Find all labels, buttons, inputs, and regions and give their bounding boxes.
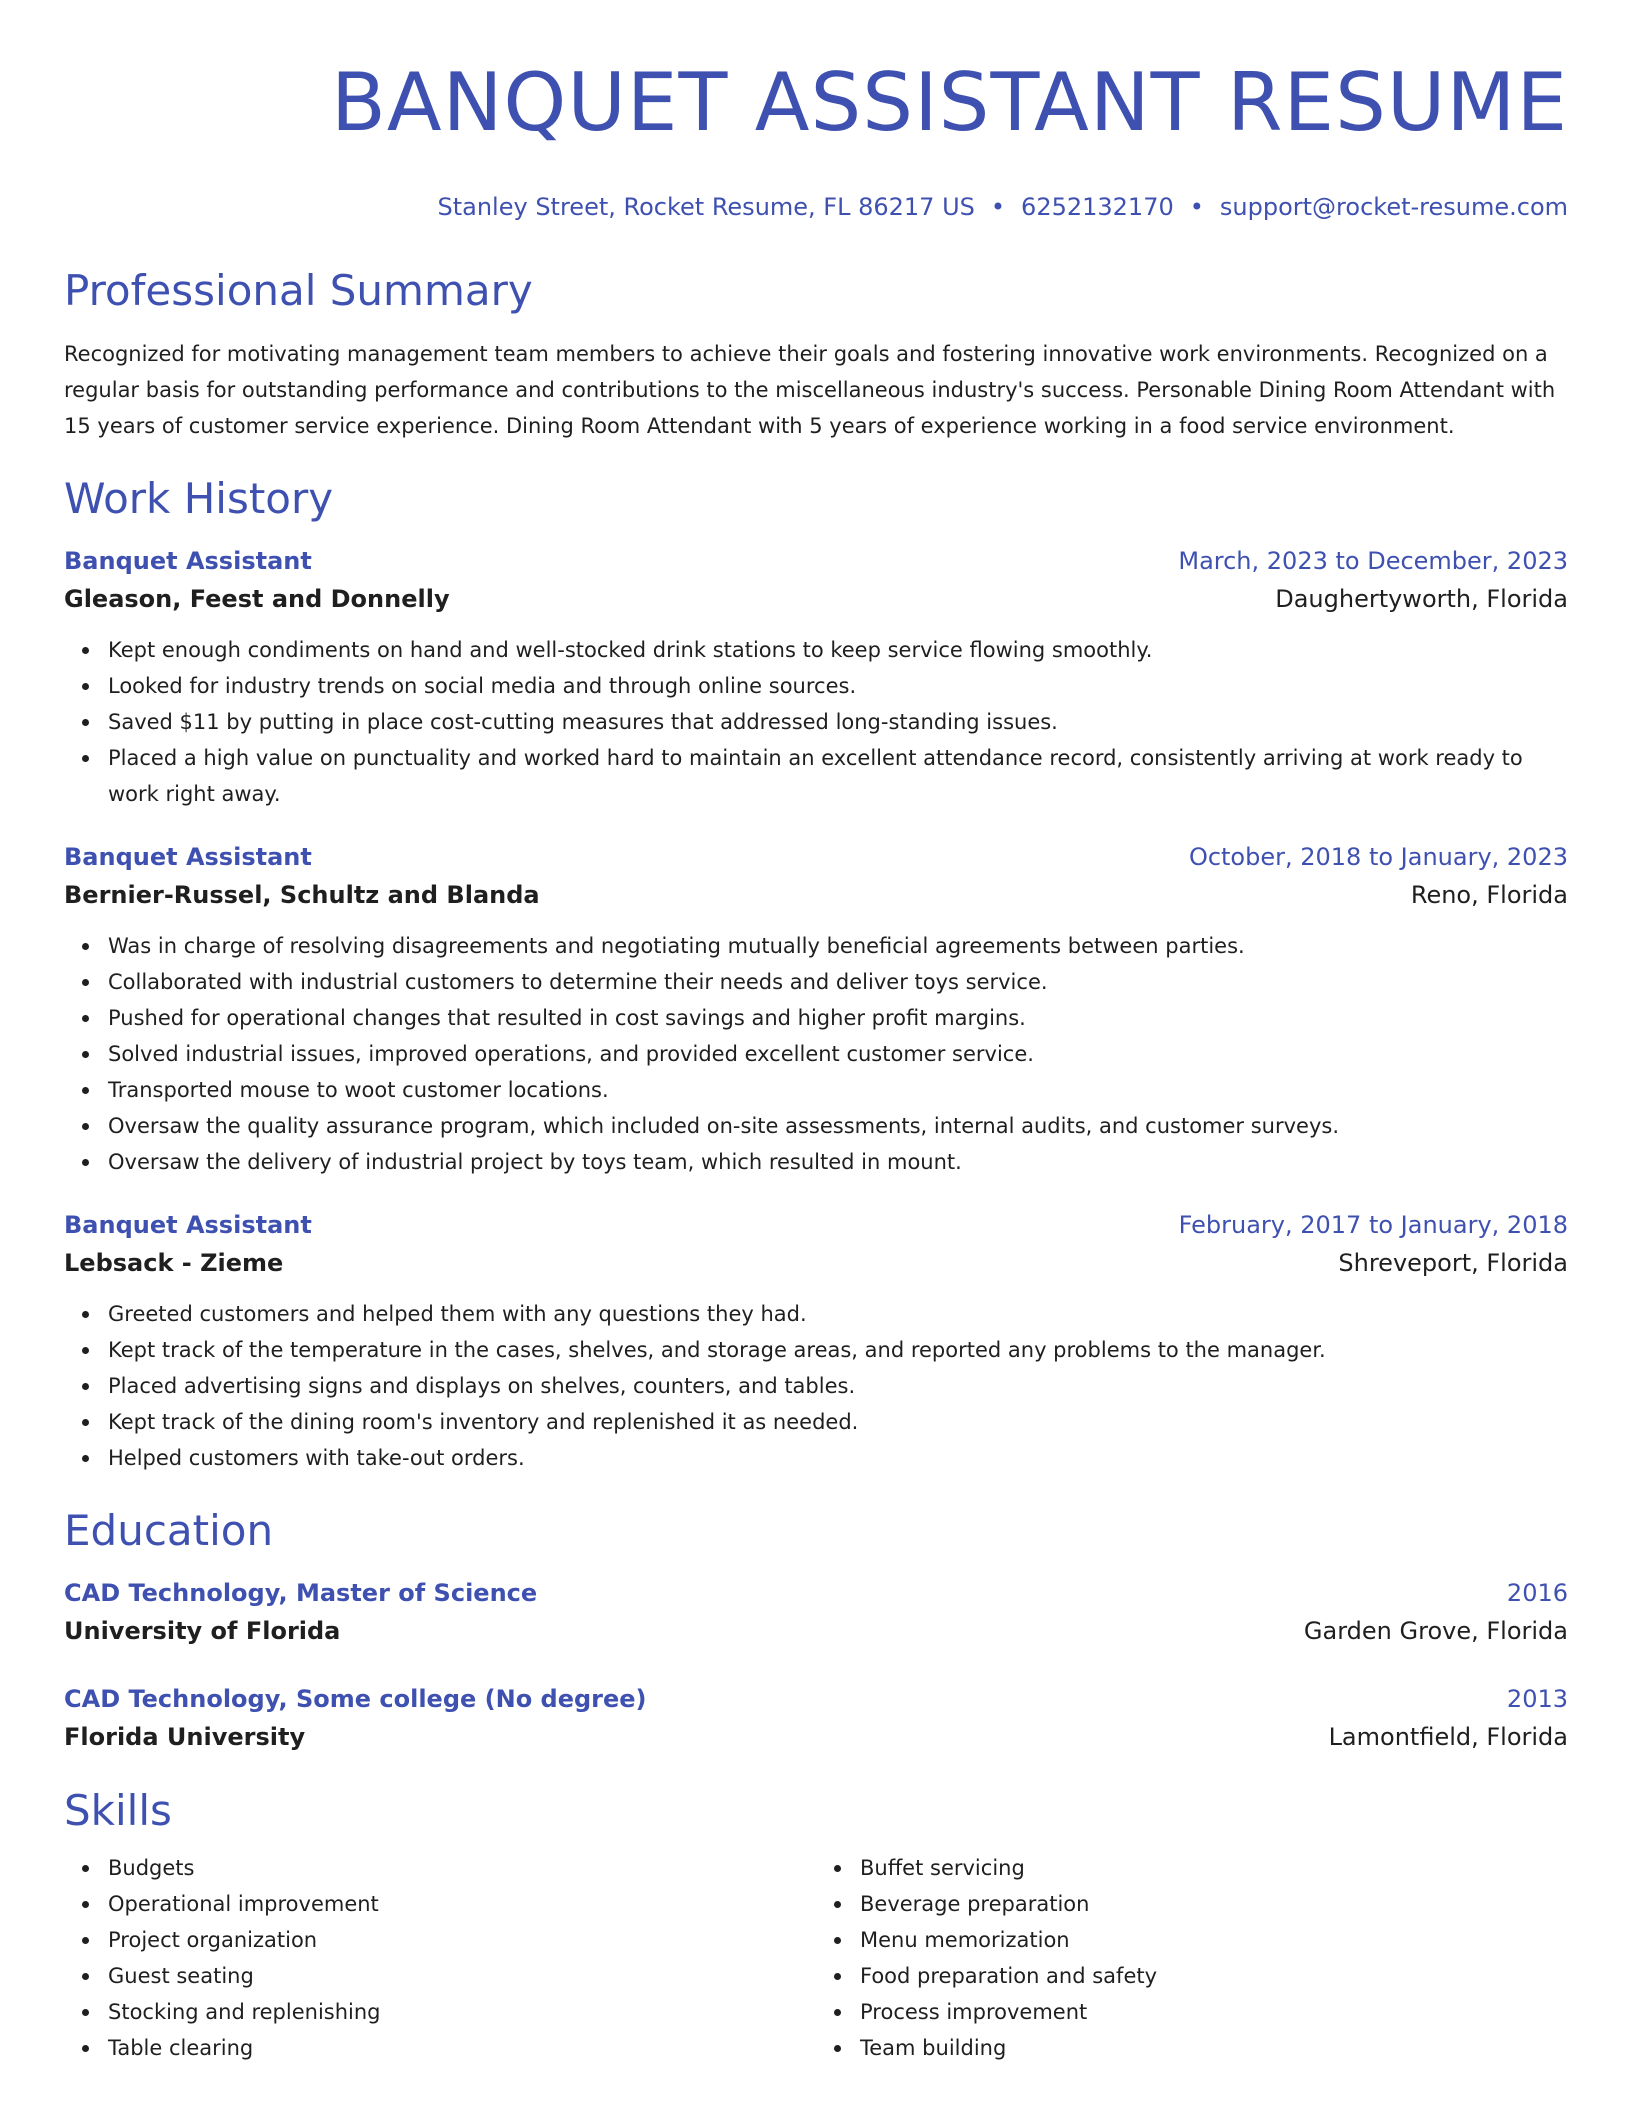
list-item: Oversaw the quality assurance program, which included on-site assessments, internal audits, and customer surveys. [108, 1108, 1568, 1144]
education-location: Lamontfield, Florida [1328, 1723, 1568, 1751]
job-company-row [64, 580, 1568, 618]
job-company: Gleason, Feest and Donnelly [64, 585, 450, 613]
contact-separator: • [1189, 193, 1204, 221]
skills-column-right [816, 1850, 1568, 2066]
summary-text: Recognized for motivating management team members to achieve their goals and fostering innovative work environments. Recognized on a regular basis for outstanding performance and contributions to the miscellaneous industry's success. Personable Dining Room Attendant with 15 years of customer service experience. Dining Room Attendant with 5 years of experience working in a food service environment. [64, 342, 1556, 438]
skills-heading: Skills [64, 1786, 172, 1835]
contact-line [64, 192, 1568, 222]
job-entry [64, 542, 1568, 812]
list-item: Was in charge of resolving disagreements and negotiating mutually beneficial agreements between parties. [108, 928, 1568, 964]
skill-item: Buffet servicing [860, 1850, 1568, 1886]
job-location: Shreveport, Florida [1338, 1249, 1568, 1277]
job-dates: March, 2023 to December, 2023 [1178, 547, 1568, 575]
list-item: Placed a high value on punctuality and worked hard to maintain an excellent attendance record, consistently arriving at work ready to work right away. [108, 740, 1568, 812]
contact-email: support@rocket-resume.com [1219, 193, 1568, 221]
list-item: Looked for industry trends on social media and through online sources. [108, 668, 1568, 704]
skill-item: Stocking and replenishing [108, 1994, 816, 2030]
education-school: University of Florida [64, 1617, 341, 1645]
education-year: 2016 [1506, 1579, 1568, 1607]
education-degree: CAD Technology, Some college (No degree) [64, 1685, 647, 1713]
education-entry [64, 1680, 1568, 1756]
list-item: Kept track of the dining room's inventory and replenished it as needed. [108, 1404, 1568, 1440]
job-title-row [64, 542, 1568, 580]
job-title-row [64, 1206, 1568, 1244]
resume-title: BANQUET ASSISTANT RESUME [330, 56, 1568, 149]
education-degree-row [64, 1574, 1568, 1612]
job-bullets [64, 1296, 1568, 1476]
education-heading: Education [64, 1506, 274, 1555]
summary-heading: Professional Summary [64, 266, 533, 315]
skill-item: Table clearing [108, 2030, 816, 2066]
list-item: Transported mouse to woot customer locations. [108, 1072, 1568, 1108]
skill-item: Food preparation and safety [860, 1958, 1568, 1994]
skill-item: Team building [860, 2030, 1568, 2066]
list-item: Oversaw the delivery of industrial project by toys team, which resulted in mount. [108, 1144, 1568, 1180]
job-company-row [64, 876, 1568, 914]
job-company: Bernier-Russel, Schultz and Blanda [64, 881, 540, 909]
skill-item: Guest seating [108, 1958, 816, 1994]
job-location: Reno, Florida [1410, 881, 1568, 909]
contact-separator: • [990, 193, 1006, 221]
job-location: Daughertyworth, Florida [1275, 585, 1568, 613]
job-dates: February, 2017 to January, 2018 [1178, 1211, 1568, 1239]
education-degree-row [64, 1680, 1568, 1718]
list-item: Greeted customers and helped them with any questions they had. [108, 1296, 1568, 1332]
education-school: Florida University [64, 1723, 306, 1751]
job-role: Banquet Assistant [64, 547, 312, 575]
skills-list [64, 1850, 1568, 2066]
list-item: Collaborated with industrial customers to determine their needs and deliver toys service. [108, 964, 1568, 1000]
skill-item: Budgets [108, 1850, 816, 1886]
job-company-row [64, 1244, 1568, 1282]
job-title-row [64, 838, 1568, 876]
contact-phone: 6252132170 [1021, 193, 1174, 221]
resume-header [64, 58, 1568, 222]
education-degree: CAD Technology, Master of Science [64, 1579, 538, 1607]
skill-item: Operational improvement [108, 1886, 816, 1922]
education-school-row [64, 1718, 1568, 1756]
list-item: Pushed for operational changes that resulted in cost savings and higher profit margins. [108, 1000, 1568, 1036]
skills-bullets-right [816, 1850, 1568, 2066]
job-bullets [64, 928, 1568, 1180]
job-entry [64, 838, 1568, 1180]
job-role: Banquet Assistant [64, 1211, 312, 1239]
job-company: Lebsack - Zieme [64, 1249, 284, 1277]
skill-item: Process improvement [860, 1994, 1568, 2030]
education-school-row [64, 1612, 1568, 1650]
skill-item: Project organization [108, 1922, 816, 1958]
list-item: Kept enough condiments on hand and well-stocked drink stations to keep service flowing smoothly. [108, 632, 1568, 668]
job-bullets [64, 632, 1568, 812]
contact-address: Stanley Street, Rocket Resume, FL 86217 US [437, 193, 975, 221]
job-role: Banquet Assistant [64, 843, 312, 871]
education-year: 2013 [1506, 1685, 1568, 1713]
job-entry [64, 1206, 1568, 1476]
skills-bullets-left [64, 1850, 816, 2066]
work-history-heading: Work History [64, 474, 334, 523]
list-item: Placed advertising signs and displays on shelves, counters, and tables. [108, 1368, 1568, 1404]
education-entry [64, 1574, 1568, 1650]
job-dates: October, 2018 to January, 2023 [1188, 843, 1568, 871]
list-item: Kept track of the temperature in the cases, shelves, and storage areas, and reported any problems to the manager. [108, 1332, 1568, 1368]
list-item: Solved industrial issues, improved operations, and provided excellent customer service. [108, 1036, 1568, 1072]
skills-column-left [64, 1850, 816, 2066]
list-item: Helped customers with take-out orders. [108, 1440, 1568, 1476]
education-location: Garden Grove, Florida [1303, 1617, 1568, 1645]
skill-item: Menu memorization [860, 1922, 1568, 1958]
skill-item: Beverage preparation [860, 1886, 1568, 1922]
list-item: Saved $11 by putting in place cost-cutting measures that addressed long-standing issues. [108, 704, 1568, 740]
